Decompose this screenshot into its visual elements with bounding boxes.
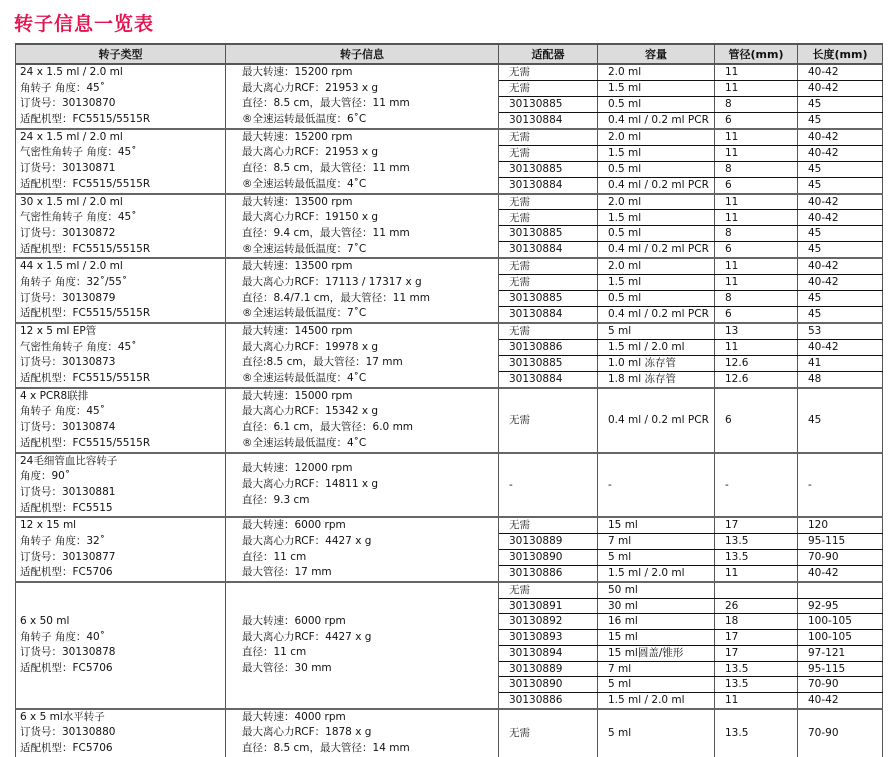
rotor-type-line: 气密性角转子 角度：45˚ <box>20 146 137 159</box>
rotor-info-line: ®全速运转最低温度：7˚C <box>242 242 367 255</box>
header-diameter: 管径(mm) <box>715 44 798 64</box>
rotor-info-line: 直径：11 cm <box>242 646 307 659</box>
header-adapter: 适配器 <box>499 44 598 64</box>
rotor-type-line: 适配机型：FC5515/5515R <box>20 372 151 385</box>
length-cell: 95-115 <box>798 661 883 677</box>
tube-diameter-cell: 11 <box>715 129 798 145</box>
rotor-type-cell <box>16 194 226 259</box>
tube-diameter-cell: 13 <box>715 323 798 339</box>
rotor-info-line: 最大转速：6000 rpm <box>242 614 346 627</box>
rotor-info-line: 最大管径：30 mm <box>242 662 332 674</box>
tube-diameter-cell: 11 <box>715 275 798 291</box>
rotor-info-cell <box>226 129 499 194</box>
length-cell: 92-95 <box>798 598 883 614</box>
rotor-info-line: ®全速运转最低温度：6˚C <box>242 113 367 126</box>
capacity-cell: 0.5 ml <box>598 291 715 307</box>
capacity-cell: - <box>598 453 715 518</box>
rotor-info-line: 直径：8.5 cm，最大管径：11 mm <box>242 97 410 110</box>
adapter-cell: 无需 <box>499 64 598 80</box>
length-cell: 70-90 <box>798 550 883 566</box>
rotor-info-line: 直径:8.5 cm，最大管径：17 mm <box>242 356 403 369</box>
capacity-cell: 2.0 ml <box>598 194 715 210</box>
adapter-cell: 无需 <box>499 517 598 533</box>
rotor-type-line: 6 x 50 ml <box>20 614 70 627</box>
rotor-info-line: 直径：11 cm <box>242 550 307 563</box>
rotor-info-line: ®全速运转最低温度：4˚C <box>242 177 367 190</box>
capacity-cell: 15 ml <box>598 630 715 646</box>
rotor-type-line: 适配机型：FC5515/5515R <box>20 242 151 255</box>
adapter-cell: 无需 <box>499 210 598 226</box>
capacity-cell: 2.0 ml <box>598 64 715 80</box>
tube-diameter-cell: 11 <box>715 258 798 274</box>
capacity-cell: 0.4 ml / 0.2 ml PCR <box>598 307 715 323</box>
capacity-cell: 0.5 ml <box>598 161 715 177</box>
adapter-cell: 30130893 <box>499 630 598 646</box>
tube-diameter-cell: 13.5 <box>715 534 798 550</box>
rotor-type-line: 角转子 角度：32˚ <box>20 534 105 547</box>
length-cell: 40-42 <box>798 566 883 582</box>
adapter-cell: 30130884 <box>499 371 598 387</box>
length-cell: 45 <box>798 226 883 242</box>
tube-diameter-cell: 6 <box>715 112 798 128</box>
capacity-cell: 1.8 ml 冻存管 <box>598 371 715 387</box>
rotor-type-line: 12 x 5 ml EP管 <box>20 325 97 337</box>
rotor-type-line: 24 x 1.5 ml / 2.0 ml <box>20 66 123 78</box>
rotor-info-line: 最大离心力RCF：15342 x g <box>242 405 379 418</box>
length-cell: 45 <box>798 161 883 177</box>
rotor-info-cell <box>226 323 499 388</box>
rotor-info-line: ®全速运转最低温度：4˚C <box>242 372 367 385</box>
table-row <box>16 517 883 533</box>
header-capacity: 容量 <box>598 44 715 64</box>
rotor-type-line: 角转子 角度：45˚ <box>20 81 105 94</box>
capacity-cell: 0.5 ml <box>598 96 715 112</box>
rotor-info-cell <box>226 388 499 453</box>
rotor-info-cell <box>226 517 499 582</box>
table-row <box>16 323 883 339</box>
length-cell: 40-42 <box>798 129 883 145</box>
header-length: 长度(mm) <box>798 44 883 64</box>
adapter-cell: 30130890 <box>499 677 598 693</box>
adapter-cell: 30130885 <box>499 291 598 307</box>
rotor-info-line: 最大管径：17 mm <box>242 566 332 579</box>
tube-diameter-cell: 12.6 <box>715 371 798 387</box>
length-cell: 41 <box>798 355 883 371</box>
capacity-cell: 50 ml <box>598 582 715 598</box>
rotor-type-line: 12 x 15 ml <box>20 519 77 532</box>
rotor-info-line: 直径：8.5 cm，最大管径：11 mm <box>242 162 410 175</box>
length-cell: 100-105 <box>798 630 883 646</box>
rotor-info-line: 最大转速：14500 rpm <box>242 325 353 337</box>
rotor-info-line: 最大转速：15200 rpm <box>242 66 353 78</box>
rotor-type-line: 气密性角转子 角度：45˚ <box>20 211 137 224</box>
adapter-cell: 无需 <box>499 388 598 453</box>
length-cell: 40-42 <box>798 145 883 161</box>
rotor-info-line: 最大离心力RCF：4427 x g <box>242 534 372 547</box>
rotor-info-line: 最大转速：4000 rpm <box>242 710 346 723</box>
tube-diameter-cell: 13.5 <box>715 661 798 677</box>
rotor-type-line: 订货号：30130872 <box>20 226 116 239</box>
adapter-cell: 30130894 <box>499 645 598 661</box>
tube-diameter-cell: 11 <box>715 692 798 708</box>
adapter-cell: 30130885 <box>499 355 598 371</box>
tube-diameter-cell: 6 <box>715 388 798 453</box>
tube-diameter-cell: 8 <box>715 96 798 112</box>
rotor-type-line: 订货号：30130870 <box>20 97 116 110</box>
tube-diameter-cell: 11 <box>715 194 798 210</box>
length-cell: 45 <box>798 291 883 307</box>
adapter-cell: 无需 <box>499 80 598 96</box>
rotor-type-cell <box>16 258 226 323</box>
length-cell: 40-42 <box>798 339 883 355</box>
tube-diameter-cell: 11 <box>715 210 798 226</box>
rotor-info-line: ®全速运转最低温度：7˚C <box>242 307 367 320</box>
capacity-cell: 0.4 ml / 0.2 ml PCR <box>598 177 715 193</box>
length-cell: 40-42 <box>798 275 883 291</box>
adapter-cell: 无需 <box>499 145 598 161</box>
adapter-cell: 30130892 <box>499 614 598 630</box>
rotor-info-line: 最大离心力RCF：14811 x g <box>242 478 379 491</box>
tube-diameter-cell: 8 <box>715 291 798 307</box>
table-row <box>16 582 883 598</box>
rotor-info-cell <box>226 582 499 709</box>
tube-diameter-cell: 6 <box>715 307 798 323</box>
capacity-cell: 7 ml <box>598 534 715 550</box>
page-title: 转子信息一览表 <box>14 13 155 35</box>
adapter-cell: 30130889 <box>499 534 598 550</box>
rotor-info-line: 直径：8.4/7.1 cm，最大管径：11 mm <box>242 291 430 304</box>
rotor-info-line: 直径：6.1 cm，最大管径：6.0 mm <box>242 421 414 434</box>
rotor-info-line: ®全速运转最低温度：4˚C <box>242 436 367 449</box>
tube-diameter-cell: 26 <box>715 598 798 614</box>
rotor-info-line: 最大离心力RCF：21953 x g <box>242 81 379 94</box>
capacity-cell: 1.5 ml <box>598 275 715 291</box>
length-cell: 100-105 <box>798 614 883 630</box>
tube-diameter-cell: 6 <box>715 242 798 258</box>
adapter-cell: 无需 <box>499 709 598 757</box>
length-cell: - <box>798 453 883 518</box>
rotor-type-cell <box>16 709 226 757</box>
adapter-cell: 30130889 <box>499 661 598 677</box>
capacity-cell: 0.5 ml <box>598 226 715 242</box>
rotor-type-line: 订货号：30130880 <box>20 726 116 739</box>
rotor-info-line: 最大离心力RCF：21953 x g <box>242 146 379 159</box>
rotor-info-line: 最大转速：15200 rpm <box>242 130 353 143</box>
length-cell: 40-42 <box>798 692 883 708</box>
tube-diameter-cell: 8 <box>715 226 798 242</box>
adapter-cell: 无需 <box>499 275 598 291</box>
capacity-cell: 0.4 ml / 0.2 ml PCR <box>598 112 715 128</box>
length-cell <box>798 582 883 598</box>
adapter-cell: 无需 <box>499 194 598 210</box>
capacity-cell: 0.4 ml / 0.2 ml PCR <box>598 388 715 453</box>
length-cell: 48 <box>798 371 883 387</box>
capacity-cell: 5 ml <box>598 323 715 339</box>
adapter-cell: 30130884 <box>499 112 598 128</box>
table-row <box>16 129 883 145</box>
rotor-type-line: 适配机型：FC5515/5515R <box>20 113 151 126</box>
rotor-type-line: 适配机型：FC5515 <box>20 501 113 514</box>
rotor-type-line: 适配机型：FC5706 <box>20 742 113 754</box>
length-cell: 70-90 <box>798 677 883 693</box>
rotor-type-line: 4 x PCR8联排 <box>20 389 89 402</box>
rotor-info-line: 最大离心力RCF：19150 x g <box>242 211 379 224</box>
rotor-type-cell <box>16 64 226 129</box>
table-body <box>16 64 883 757</box>
tube-diameter-cell: 13.5 <box>715 677 798 693</box>
rotor-type-line: 44 x 1.5 ml / 2.0 ml <box>20 260 123 273</box>
length-cell: 95-115 <box>798 534 883 550</box>
tube-diameter-cell: 12.6 <box>715 355 798 371</box>
length-cell: 45 <box>798 112 883 128</box>
rotor-type-cell <box>16 517 226 582</box>
rotor-type-line: 订货号：30130873 <box>20 356 116 369</box>
adapter-cell: 30130886 <box>499 692 598 708</box>
rotor-info-line: 最大转速：13500 rpm <box>242 260 353 273</box>
rotor-type-line: 角转子 角度：32˚/55˚ <box>20 275 128 288</box>
length-cell: 40-42 <box>798 194 883 210</box>
adapter-cell: 30130886 <box>499 339 598 355</box>
capacity-cell: 1.5 ml <box>598 145 715 161</box>
capacity-cell: 2.0 ml <box>598 258 715 274</box>
tube-diameter-cell: 11 <box>715 64 798 80</box>
table-row <box>16 258 883 274</box>
adapter-cell: 无需 <box>499 129 598 145</box>
capacity-cell: 15 ml圆盖/锥形 <box>598 645 715 661</box>
rotor-type-cell <box>16 129 226 194</box>
adapter-cell: 30130884 <box>499 307 598 323</box>
tube-diameter-cell <box>715 582 798 598</box>
capacity-cell: 16 ml <box>598 614 715 630</box>
rotor-info-cell <box>226 709 499 757</box>
adapter-cell: 30130890 <box>499 550 598 566</box>
rotor-type-line: 角度：90˚ <box>20 470 71 483</box>
length-cell: 40-42 <box>798 258 883 274</box>
tube-diameter-cell: 11 <box>715 339 798 355</box>
capacity-cell: 1.5 ml <box>598 80 715 96</box>
length-cell: 53 <box>798 323 883 339</box>
capacity-cell: 1.5 ml / 2.0 ml <box>598 692 715 708</box>
adapter-cell: 30130884 <box>499 242 598 258</box>
tube-diameter-cell: 11 <box>715 566 798 582</box>
capacity-cell: 5 ml <box>598 677 715 693</box>
rotor-type-line: 适配机型：FC5706 <box>20 566 113 579</box>
rotor-type-line: 适配机型：FC5515/5515R <box>20 307 151 320</box>
length-cell: 45 <box>798 388 883 453</box>
capacity-cell: 15 ml <box>598 517 715 533</box>
rotor-type-line: 气密性角转子 角度：45˚ <box>20 340 137 353</box>
capacity-cell: 0.4 ml / 0.2 ml PCR <box>598 242 715 258</box>
rotor-info-line: 最大转速：13500 rpm <box>242 195 353 208</box>
tube-diameter-cell: 13.5 <box>715 550 798 566</box>
rotor-type-line: 订货号：30130881 <box>20 485 116 498</box>
length-cell: 45 <box>798 96 883 112</box>
rotor-type-line: 订货号：30130871 <box>20 162 116 175</box>
rotor-type-line: 订货号：30130879 <box>20 291 116 304</box>
rotor-type-line: 角转子 角度：45˚ <box>20 405 105 418</box>
adapter-cell: 30130884 <box>499 177 598 193</box>
rotor-info-table <box>15 43 883 757</box>
rotor-type-line: 30 x 1.5 ml / 2.0 ml <box>20 195 123 208</box>
rotor-type-line: 适配机型：FC5515/5515R <box>20 436 151 449</box>
rotor-info-cell <box>226 64 499 129</box>
tube-diameter-cell: 8 <box>715 161 798 177</box>
adapter-cell: 30130885 <box>499 96 598 112</box>
capacity-cell: 1.5 ml / 2.0 ml <box>598 339 715 355</box>
rotor-type-line: 订货号：30130878 <box>20 646 116 659</box>
capacity-cell: 1.5 ml / 2.0 ml <box>598 566 715 582</box>
rotor-info-line: 最大离心力RCF：19978 x g <box>242 340 379 353</box>
capacity-cell: 5 ml <box>598 709 715 757</box>
rotor-type-line: 适配机型：FC5706 <box>20 662 113 674</box>
rotor-info-line: 最大离心力RCF：1878 x g <box>242 726 372 739</box>
rotor-type-line: 适配机型：FC5515/5515R <box>20 177 151 190</box>
table-row <box>16 64 883 80</box>
tube-diameter-cell: - <box>715 453 798 518</box>
length-cell: 45 <box>798 307 883 323</box>
rotor-type-line: 订货号：30130877 <box>20 550 116 563</box>
tube-diameter-cell: 6 <box>715 177 798 193</box>
adapter-cell: 30130885 <box>499 161 598 177</box>
adapter-cell: 无需 <box>499 258 598 274</box>
adapter-cell: 30130885 <box>499 226 598 242</box>
capacity-cell: 1.0 ml 冻存管 <box>598 355 715 371</box>
rotor-info-line: 最大离心力RCF：17113 / 17317 x g <box>242 275 422 288</box>
rotor-info-cell <box>226 258 499 323</box>
length-cell: 45 <box>798 177 883 193</box>
rotor-info-cell <box>226 194 499 259</box>
capacity-cell: 1.5 ml <box>598 210 715 226</box>
tube-diameter-cell: 17 <box>715 517 798 533</box>
length-cell: 45 <box>798 242 883 258</box>
rotor-type-line: 订货号：30130874 <box>20 421 116 434</box>
length-cell: 70-90 <box>798 709 883 757</box>
rotor-info-line: 直径：8.5 cm，最大管径：14 mm <box>242 742 410 754</box>
rotor-type-cell <box>16 323 226 388</box>
header-rotor-info: 转子信息 <box>226 44 499 64</box>
length-cell: 40-42 <box>798 210 883 226</box>
tube-diameter-cell: 17 <box>715 630 798 646</box>
rotor-info-line: 直径：9.4 cm，最大管径：11 mm <box>242 226 410 239</box>
capacity-cell: 30 ml <box>598 598 715 614</box>
rotor-info-line: 直径：9.3 cm <box>242 493 310 506</box>
capacity-cell: 5 ml <box>598 550 715 566</box>
rotor-info-cell <box>226 453 499 518</box>
rotor-type-line: 角转子 角度：40˚ <box>20 630 105 643</box>
length-cell: 40-42 <box>798 80 883 96</box>
rotor-type-cell <box>16 388 226 453</box>
rotor-type-line: 24 x 1.5 ml / 2.0 ml <box>20 130 123 143</box>
header-rotor-type: 转子类型 <box>16 44 226 64</box>
tube-diameter-cell: 11 <box>715 145 798 161</box>
adapter-cell: 无需 <box>499 323 598 339</box>
capacity-cell: 2.0 ml <box>598 129 715 145</box>
tube-diameter-cell: 11 <box>715 80 798 96</box>
length-cell: 120 <box>798 517 883 533</box>
adapter-cell: - <box>499 453 598 518</box>
rotor-info-line: 最大转速：15000 rpm <box>242 389 353 402</box>
tube-diameter-cell: 13.5 <box>715 709 798 757</box>
rotor-info-line: 最大离心力RCF：4427 x g <box>242 630 372 643</box>
rotor-type-cell <box>16 453 226 518</box>
header-row <box>16 44 883 64</box>
rotor-info-line: 最大转速：6000 rpm <box>242 519 346 532</box>
tube-diameter-cell: 17 <box>715 645 798 661</box>
tube-diameter-cell: 18 <box>715 614 798 630</box>
table-row <box>16 194 883 210</box>
adapter-cell: 30130886 <box>499 566 598 582</box>
rotor-type-line: 6 x 5 ml水平转子 <box>20 710 105 723</box>
rotor-type-line: 24毛细管血比容转子 <box>20 454 118 467</box>
rotor-info-line: 最大转速：12000 rpm <box>242 462 353 475</box>
adapter-cell: 30130891 <box>499 598 598 614</box>
adapter-cell: 无需 <box>499 582 598 598</box>
rotor-type-cell <box>16 582 226 709</box>
capacity-cell: 7 ml <box>598 661 715 677</box>
length-cell: 97-121 <box>798 645 883 661</box>
length-cell: 40-42 <box>798 64 883 80</box>
